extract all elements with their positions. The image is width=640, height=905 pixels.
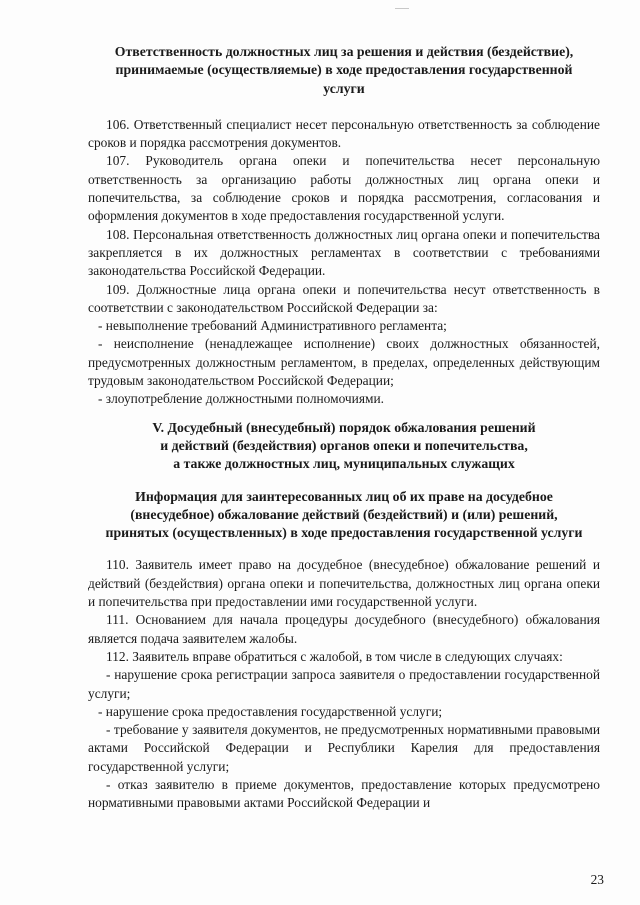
paragraph-108: 108. Персональная ответственность должностных лиц органа опеки и попечительства закрепляется в их должностных регламентах в соответствии с требованиями законодательства Российской Федерации. (88, 226, 600, 279)
list-item: - нарушение срока предоставления государственной услуги; (98, 703, 443, 719)
subsection-heading-information (88, 488, 600, 543)
heading-line: принятых (осуществленных) в ходе предоставления государственной услуги (105, 525, 583, 541)
heading-line: принимаемые (осуществляемые) в ходе предоставления государственной (115, 62, 573, 78)
paragraph-110: 110. Заявитель имеет право на досудебное (внесудебное) обжалование решений и действий (бездействия) органа опеки и попечительства, должностных лиц органа опеки и попечительства при предоставлении ими государственной услуги. (88, 557, 600, 610)
paragraph-107: 107. Руководитель органа опеки и попечительства несет персональную ответственность за организацию работы должностных лиц органа опеки и попечительства, за соблюдение сроков и порядка рассмотрения, согласования и оформления документов в ходе предоставления государственной услуги. (88, 153, 600, 224)
paragraph-106: 106. Ответственный специалист несет персональную ответственность за соблюдение сроков и порядка рассмотрения документов. (88, 116, 600, 151)
list-item: - неисполнение (ненадлежащее исполнение) своих должностных обязанностей, предусмотренных должностным регламентом, в пределах, определенных действующим трудовым законодательством Российской Федерации; (88, 336, 600, 389)
section-heading-appeal (88, 419, 600, 474)
heading-line: Информация для заинтересованных лиц об их праве на досудебное (135, 488, 553, 504)
heading-line: а также должностных лиц, муниципальных служащих (173, 456, 515, 472)
scan-artifact (395, 8, 409, 9)
heading-line: V. Досудебный (внесудебный) порядок обжалования решений (152, 419, 536, 435)
heading-line: (внесудебное) обжалование действий (бездействий) и (или) решений, (130, 506, 558, 522)
list-item: - невыполнение требований Административного регламента; (98, 318, 447, 334)
heading-line: Ответственность должностных лиц за решения и действия (бездействие), (114, 44, 574, 59)
paragraph-111: 111. Основанием для начала процедуры досудебного (внесудебного) обжалования является подача заявителем жалобы. (88, 612, 600, 646)
list-item: - злоупотребление должностными полномочиями. (98, 391, 384, 407)
list-item: - отказ заявителю в приеме документов, предоставление которых предусмотрено нормативными правовыми актами Российской Федерации и (88, 776, 600, 811)
paragraph-112: 112. Заявитель вправе обратиться с жалобой, в том числе в следующих случаях: (106, 648, 563, 664)
paragraph-109: 109. Должностные лица органа опеки и попечительства несут ответственность в соответствии с законодательством Российской Федерации за: (88, 281, 600, 315)
section-heading-responsibility (88, 43, 600, 98)
heading-line: и действий (бездействия) органов опеки и попечительства, (160, 437, 528, 453)
page-number: 23 (590, 872, 604, 887)
heading-line: услуги (323, 80, 365, 96)
list-item: - требование у заявителя документов, не предусмотренных нормативными правовыми актами Российской Федерации и Республики Карелия для предоставления государственной услуги; (88, 722, 600, 774)
list-item: - нарушение срока регистрации запроса заявителя о предоставлении государственной услуги; (88, 667, 600, 701)
document-content (88, 43, 600, 813)
